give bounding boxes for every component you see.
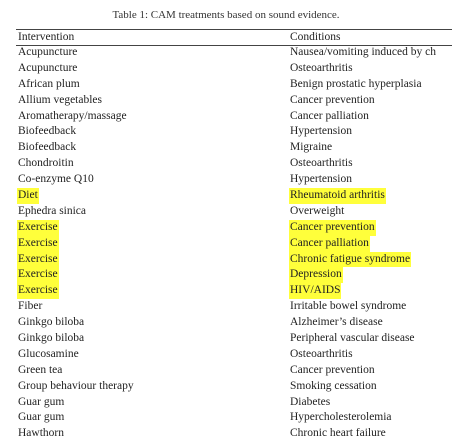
table-body — [0, 45, 452, 442]
intervention-cell: Biofeedback — [18, 125, 77, 138]
condition-cell: Cancer prevention — [290, 363, 375, 376]
intervention-cell: Glucosamine — [18, 347, 79, 360]
condition-cell: Cancer prevention — [289, 220, 376, 236]
table-row — [0, 410, 452, 426]
condition-cell: Benign prostatic hyperplasia — [290, 77, 422, 90]
table-caption: Table 1: CAM treatments based on sound evidence. — [112, 9, 340, 21]
table-row — [0, 140, 452, 156]
table-row — [0, 252, 452, 268]
table-row — [0, 188, 452, 204]
intervention-cell: Chondroitin — [18, 157, 74, 170]
intervention-cell: African plum — [18, 77, 80, 90]
intervention-cell: Exercise — [17, 283, 59, 299]
table-row — [0, 93, 452, 109]
condition-cell: Alzheimer’s disease — [290, 316, 383, 329]
condition-cell: Smoking cessation — [290, 379, 377, 392]
condition-cell: HIV/AIDS — [289, 283, 341, 299]
table-row — [0, 77, 452, 93]
intervention-cell: Ginkgo biloba — [18, 316, 85, 329]
intervention-cell: Fiber — [18, 300, 43, 313]
table-row — [0, 379, 452, 395]
table-row — [0, 236, 452, 252]
table-row — [0, 267, 452, 283]
condition-cell: Osteoarthritis — [290, 157, 353, 170]
table-row — [0, 347, 452, 363]
intervention-cell: Biofeedback — [18, 141, 77, 154]
intervention-cell: Hawthorn — [18, 427, 64, 440]
intervention-cell: Exercise — [17, 252, 59, 268]
table-row — [0, 283, 452, 299]
condition-cell: Hypertension — [290, 125, 352, 138]
condition-cell: Overweight — [290, 204, 345, 217]
intervention-cell: Ephedra sinica — [18, 204, 87, 217]
condition-cell: Hypertension — [290, 173, 352, 186]
condition-cell: Hypercholesterolemia — [290, 411, 392, 424]
table-row — [0, 331, 452, 347]
condition-cell: Irritable bowel syndrome — [290, 300, 407, 313]
intervention-cell: Acupuncture — [18, 61, 78, 74]
table-row — [0, 315, 452, 331]
condition-cell: Migraine — [290, 141, 333, 154]
intervention-cell: Guar gum — [18, 395, 65, 408]
top-rule — [16, 29, 452, 30]
table-row — [0, 61, 452, 77]
condition-cell: Nausea/vomiting induced by ch — [290, 46, 436, 58]
table-row — [0, 109, 452, 125]
header-intervention: Intervention — [18, 31, 75, 43]
intervention-cell: Acupuncture — [18, 46, 78, 58]
condition-cell: Depression — [289, 267, 343, 283]
table-row — [0, 45, 452, 61]
condition-cell: Diabetes — [290, 395, 331, 408]
condition-cell: Peripheral vascular disease — [290, 332, 415, 345]
table-row — [0, 299, 452, 315]
table-row — [0, 204, 452, 220]
intervention-cell: Exercise — [17, 236, 59, 252]
intervention-cell: Ginkgo biloba — [18, 332, 85, 345]
condition-cell: Cancer palliation — [289, 236, 370, 252]
intervention-cell: Co-enzyme Q10 — [18, 173, 94, 186]
condition-cell: Rheumatoid arthritis — [289, 188, 386, 204]
table-row — [0, 395, 452, 411]
intervention-cell: Exercise — [17, 267, 59, 283]
table-row — [0, 124, 452, 140]
table-row — [0, 363, 452, 379]
condition-cell: Chronic fatigue syndrome — [289, 252, 411, 268]
condition-cell: Chronic heart failure — [290, 427, 386, 440]
intervention-cell: Group behaviour therapy — [18, 379, 134, 392]
condition-cell: Osteoarthritis — [290, 347, 353, 360]
intervention-cell: Exercise — [17, 220, 59, 236]
intervention-cell: Aromatherapy/massage — [18, 109, 127, 122]
table-row — [0, 156, 452, 172]
intervention-cell: Green tea — [18, 363, 63, 376]
intervention-cell: Guar gum — [18, 411, 65, 424]
intervention-cell: Diet — [17, 188, 39, 204]
header-conditions: Conditions — [290, 31, 341, 43]
condition-cell: Cancer prevention — [290, 93, 375, 106]
intervention-cell: Allium vegetables — [18, 93, 102, 106]
condition-cell: Osteoarthritis — [290, 61, 353, 74]
condition-cell: Cancer palliation — [290, 109, 369, 122]
table-row — [0, 426, 452, 442]
table-row — [0, 220, 452, 236]
table-row — [0, 172, 452, 188]
